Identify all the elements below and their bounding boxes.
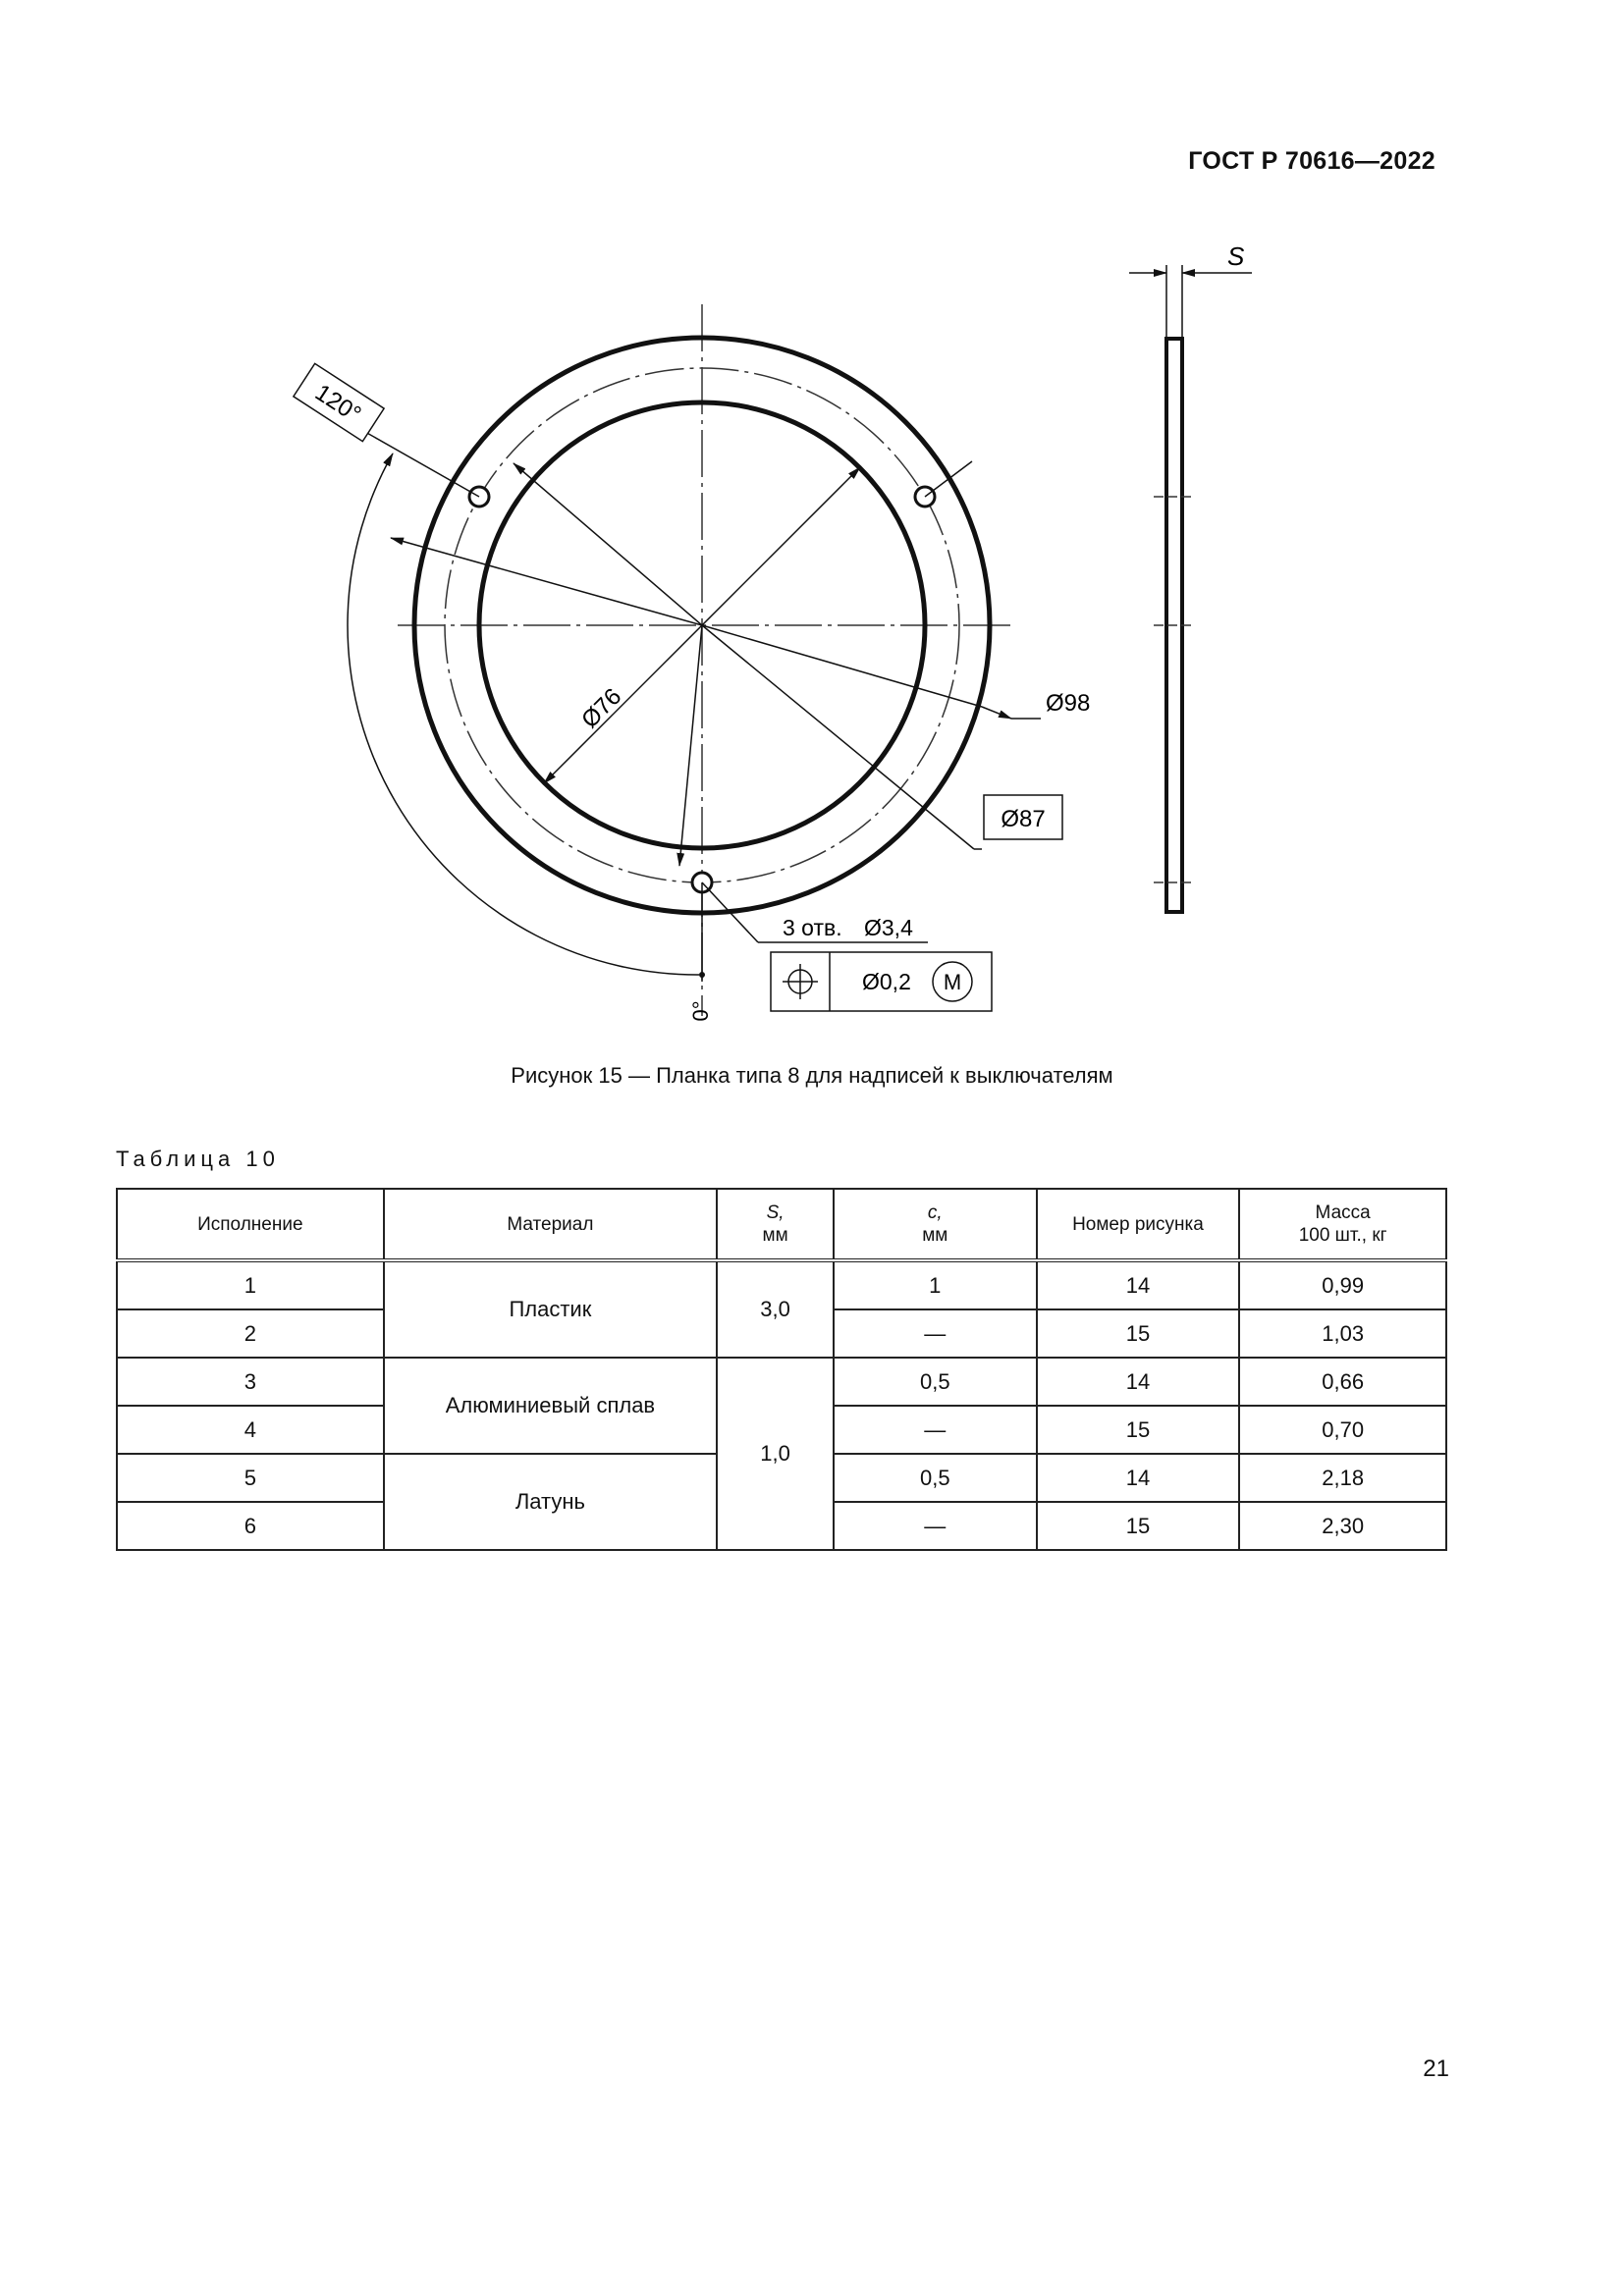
document-code-header: ГОСТ Р 70616—2022 — [1188, 147, 1435, 175]
cell-c: 0,5 — [834, 1358, 1037, 1406]
cell-risunok: 14 — [1037, 1358, 1240, 1406]
header-c: с, мм — [834, 1189, 1037, 1260]
cell-massa: 2,18 — [1239, 1454, 1446, 1502]
page-number: 21 — [1423, 2056, 1449, 2082]
tolerance-value: Ø0,2 — [862, 969, 911, 994]
header-s: S, мм — [717, 1189, 834, 1260]
table-header-row — [117, 1189, 1446, 1260]
header-risunok: Номер рисунка — [1037, 1189, 1240, 1260]
dim-d98-label: Ø98 — [1046, 690, 1091, 717]
cell-massa: 0,99 — [1239, 1260, 1446, 1309]
dim-d87-label: Ø87 — [1001, 806, 1046, 832]
cell-material: Латунь — [384, 1454, 718, 1550]
cell-material: Пластик — [384, 1260, 718, 1358]
header-ispolnenie: Исполнение — [117, 1189, 384, 1260]
cell-c: 0,5 — [834, 1454, 1037, 1502]
cell-risunok: 15 — [1037, 1309, 1240, 1358]
cell-massa: 0,66 — [1239, 1358, 1446, 1406]
table-row — [117, 1358, 1446, 1406]
cell-s: 1,0 — [717, 1358, 834, 1550]
cell-s: 3,0 — [717, 1260, 834, 1358]
angle-arc — [348, 454, 699, 975]
side-view — [1129, 241, 1252, 912]
angle-120-box — [294, 363, 384, 441]
cell-c: — — [834, 1406, 1037, 1454]
mmc-symbol: M — [943, 970, 962, 994]
svg-text:120°: 120° — [310, 379, 366, 429]
cell-risunok: 14 — [1037, 1454, 1240, 1502]
cell-ispolnenie: 2 — [117, 1309, 384, 1358]
cell-c: — — [834, 1309, 1037, 1358]
figure-caption: Рисунок 15 — Планка типа 8 для надписей к выключателям — [511, 1063, 1113, 1088]
cell-c: — — [834, 1502, 1037, 1550]
zero-angle-label: 0° — [688, 1000, 713, 1022]
cell-risunok: 15 — [1037, 1406, 1240, 1454]
table-row — [117, 1260, 1446, 1309]
thickness-label: S — [1227, 241, 1245, 271]
cell-massa: 0,70 — [1239, 1406, 1446, 1454]
table-label: Таблица 10 — [116, 1147, 280, 1171]
data-table — [116, 1188, 1447, 1551]
cell-ispolnenie: 6 — [117, 1502, 384, 1550]
cell-massa: 2,30 — [1239, 1502, 1446, 1550]
cell-material: Алюминиевый сплав — [384, 1358, 718, 1454]
header-massa: Масса 100 шт., кг — [1239, 1189, 1446, 1260]
holes-count-label: 3 отв. — [783, 915, 842, 940]
dim-d76-label: Ø76 — [576, 683, 627, 734]
cell-ispolnenie: 4 — [117, 1406, 384, 1454]
dim-d98-line — [702, 625, 982, 707]
cell-risunok: 14 — [1037, 1260, 1240, 1309]
position-tolerance-frame — [771, 952, 992, 1011]
cell-c: 1 — [834, 1260, 1037, 1309]
technical-drawing — [0, 0, 1624, 1060]
hole-diameter-label: Ø3,4 — [864, 915, 913, 940]
center-lines — [398, 304, 1011, 1016]
cell-risunok: 15 — [1037, 1502, 1240, 1550]
cell-ispolnenie: 1 — [117, 1260, 384, 1309]
cell-ispolnenie: 3 — [117, 1358, 384, 1406]
cell-ispolnenie: 5 — [117, 1454, 384, 1502]
header-material: Материал — [384, 1189, 718, 1260]
cell-massa: 1,03 — [1239, 1309, 1446, 1358]
